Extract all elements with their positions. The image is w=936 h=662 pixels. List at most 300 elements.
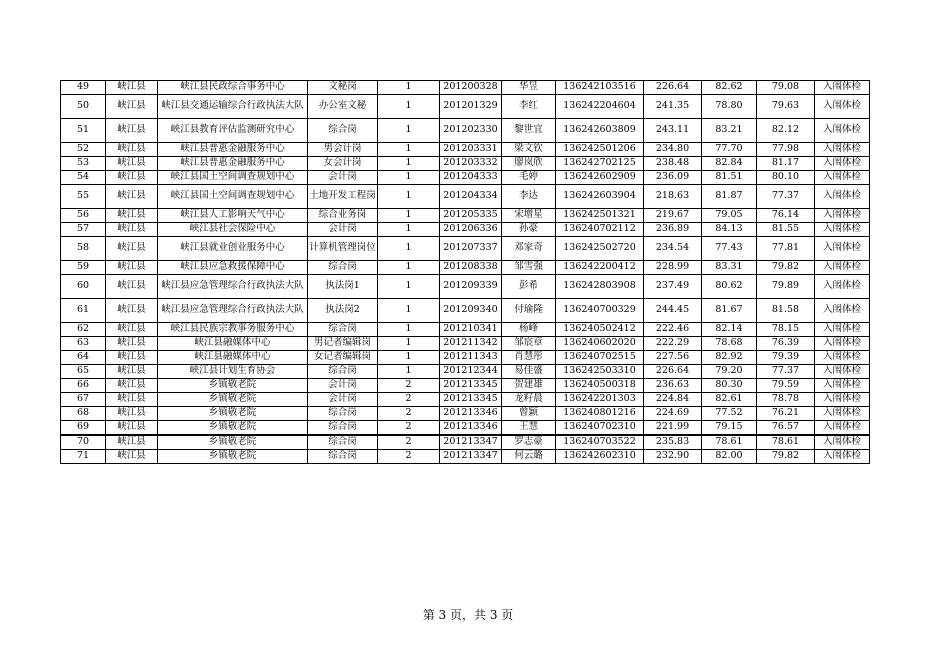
status-cell: 入闱体检	[815, 351, 870, 365]
hire-count-cell: 2	[378, 393, 440, 407]
total-score-cell: 80.10	[757, 171, 815, 185]
row-number-cell: 59	[61, 261, 106, 275]
interview-score-cell: 78.61	[702, 435, 757, 450]
written-score-cell: 243.11	[644, 119, 702, 143]
post-cell: 男记者编辑岗	[308, 337, 378, 351]
hire-count-cell: 1	[378, 95, 440, 119]
row-number-cell: 58	[61, 237, 106, 261]
county-cell: 峡江县	[106, 351, 158, 365]
interview-score-cell: 84.13	[702, 223, 757, 237]
row-number-cell: 52	[61, 143, 106, 157]
post-code-cell: 201201329	[440, 95, 502, 119]
candidate-name-cell: 毛婷	[502, 171, 556, 185]
county-cell: 峡江县	[106, 261, 158, 275]
county-cell: 峡江县	[106, 95, 158, 119]
written-score-cell: 236.89	[644, 223, 702, 237]
status-cell: 入闱体检	[815, 323, 870, 337]
post-cell: 综合岗	[308, 450, 378, 464]
county-cell: 峡江县	[106, 209, 158, 223]
ticket-number-cell: 136242503310	[556, 365, 644, 379]
post-cell: 综合业务岗	[308, 209, 378, 223]
unit-cell: 峡江县就业创业服务中心	[158, 237, 308, 261]
written-score-cell: 224.69	[644, 407, 702, 421]
candidate-name-cell: 罗志豪	[502, 435, 556, 450]
row-number-cell: 62	[61, 323, 106, 337]
results-table	[60, 80, 870, 464]
interview-score-cell: 80.30	[702, 379, 757, 393]
hire-count-cell: 1	[378, 261, 440, 275]
interview-score-cell: 78.80	[702, 95, 757, 119]
interview-score-cell: 81.87	[702, 185, 757, 209]
total-score-cell: 77.37	[757, 185, 815, 209]
hire-count-cell: 1	[378, 157, 440, 171]
table-row	[61, 337, 870, 351]
county-cell: 峡江县	[106, 337, 158, 351]
post-code-cell: 201213345	[440, 393, 502, 407]
written-score-cell: 234.80	[644, 143, 702, 157]
post-cell: 综合岗	[308, 365, 378, 379]
written-score-cell: 235.83	[644, 435, 702, 450]
unit-cell: 峡江县普惠金融服务中心	[158, 143, 308, 157]
hire-count-cell: 1	[378, 337, 440, 351]
post-cell: 会计岗	[308, 171, 378, 185]
table-row	[61, 209, 870, 223]
interview-score-cell: 79.15	[702, 421, 757, 436]
status-cell: 入闱体检	[815, 407, 870, 421]
row-number-cell: 54	[61, 171, 106, 185]
unit-cell: 峡江县应急管理综合行政执法大队	[158, 275, 308, 299]
total-score-cell: 81.58	[757, 299, 815, 323]
unit-cell: 峡江县社会保险中心	[158, 223, 308, 237]
post-code-cell: 201209340	[440, 299, 502, 323]
written-score-cell: 237.49	[644, 275, 702, 299]
unit-cell: 峡江县民族宗教事务服务中心	[158, 323, 308, 337]
hire-count-cell: 1	[378, 237, 440, 261]
status-cell: 入闱体检	[815, 185, 870, 209]
total-score-cell: 79.39	[757, 351, 815, 365]
post-code-cell: 201203332	[440, 157, 502, 171]
candidate-name-cell: 贺建雄	[502, 379, 556, 393]
interview-score-cell: 77.43	[702, 237, 757, 261]
candidate-name-cell: 彭希	[502, 275, 556, 299]
table-row	[61, 185, 870, 209]
table-row	[61, 421, 870, 436]
post-code-cell: 201211342	[440, 337, 502, 351]
hire-count-cell: 2	[378, 450, 440, 464]
unit-cell: 峡江县国土空间调查规划中心	[158, 185, 308, 209]
interview-score-cell: 79.20	[702, 365, 757, 379]
county-cell: 峡江县	[106, 275, 158, 299]
county-cell: 峡江县	[106, 379, 158, 393]
table-row	[61, 275, 870, 299]
post-code-cell: 201200328	[440, 81, 502, 95]
table-row	[61, 299, 870, 323]
post-code-cell: 201207337	[440, 237, 502, 261]
post-cell: 会计岗	[308, 379, 378, 393]
total-score-cell: 78.78	[757, 393, 815, 407]
row-number-cell: 64	[61, 351, 106, 365]
post-cell: 综合岗	[308, 421, 378, 436]
post-code-cell: 201210341	[440, 323, 502, 337]
status-cell: 入闱体检	[815, 421, 870, 436]
interview-score-cell: 78.68	[702, 337, 757, 351]
total-score-cell: 79.82	[757, 261, 815, 275]
post-code-cell: 201213347	[440, 450, 502, 464]
status-cell: 入闱体检	[815, 379, 870, 393]
table-row	[61, 393, 870, 407]
unit-cell: 峡江县融媒体中心	[158, 351, 308, 365]
candidate-name-cell: 曾颖	[502, 407, 556, 421]
county-cell: 峡江县	[106, 450, 158, 464]
row-number-cell: 57	[61, 223, 106, 237]
unit-cell: 峡江县教育评估监测研究中心	[158, 119, 308, 143]
interview-score-cell: 81.51	[702, 171, 757, 185]
unit-cell: 峡江县融媒体中心	[158, 337, 308, 351]
unit-cell: 峡江县国土空间调查规划中心	[158, 171, 308, 185]
row-number-cell: 56	[61, 209, 106, 223]
status-cell: 入闱体检	[815, 365, 870, 379]
hire-count-cell: 1	[378, 299, 440, 323]
post-cell: 执法岗1	[308, 275, 378, 299]
row-number-cell: 66	[61, 379, 106, 393]
status-cell: 入闱体检	[815, 435, 870, 450]
ticket-number-cell: 136240700329	[556, 299, 644, 323]
page-footer: 第 3 页，共 3 页	[422, 608, 514, 622]
status-cell: 入闱体检	[815, 393, 870, 407]
row-number-cell: 71	[61, 450, 106, 464]
table-row	[61, 171, 870, 185]
county-cell: 峡江县	[106, 435, 158, 450]
written-score-cell: 221.99	[644, 421, 702, 436]
candidate-name-cell: 宋增星	[502, 209, 556, 223]
results-sheet	[60, 80, 869, 464]
candidate-name-cell: 廖岚欣	[502, 157, 556, 171]
county-cell: 峡江县	[106, 81, 158, 95]
table-row	[61, 95, 870, 119]
written-score-cell: 222.46	[644, 323, 702, 337]
ticket-number-cell: 136240602020	[556, 337, 644, 351]
row-number-cell: 65	[61, 365, 106, 379]
ticket-number-cell: 136240502412	[556, 323, 644, 337]
table-row	[61, 223, 870, 237]
total-score-cell: 79.89	[757, 275, 815, 299]
hire-count-cell: 2	[378, 435, 440, 450]
interview-score-cell: 77.70	[702, 143, 757, 157]
status-cell: 入闱体检	[815, 275, 870, 299]
candidate-name-cell: 邹雪强	[502, 261, 556, 275]
post-code-cell: 201211343	[440, 351, 502, 365]
status-cell: 入闱体检	[815, 237, 870, 261]
total-score-cell: 77.81	[757, 237, 815, 261]
row-number-cell: 70	[61, 435, 106, 450]
post-cell: 文秘岗	[308, 81, 378, 95]
ticket-number-cell: 136242200412	[556, 261, 644, 275]
row-number-cell: 51	[61, 119, 106, 143]
hire-count-cell: 1	[378, 171, 440, 185]
post-cell: 会计岗	[308, 223, 378, 237]
candidate-name-cell: 龙籽晨	[502, 393, 556, 407]
hire-count-cell: 1	[378, 323, 440, 337]
interview-score-cell: 82.84	[702, 157, 757, 171]
table-row	[61, 379, 870, 393]
post-code-cell: 201205335	[440, 209, 502, 223]
row-number-cell: 67	[61, 393, 106, 407]
post-cell: 综合岗	[308, 261, 378, 275]
candidate-name-cell: 华昱	[502, 81, 556, 95]
post-code-cell: 201213345	[440, 379, 502, 393]
row-number-cell: 50	[61, 95, 106, 119]
status-cell: 入闱体检	[815, 95, 870, 119]
county-cell: 峡江县	[106, 223, 158, 237]
county-cell: 峡江县	[106, 323, 158, 337]
county-cell: 峡江县	[106, 171, 158, 185]
written-score-cell: 222.29	[644, 337, 702, 351]
post-code-cell: 201209339	[440, 275, 502, 299]
written-score-cell: 244.45	[644, 299, 702, 323]
total-score-cell: 76.21	[757, 407, 815, 421]
hire-count-cell: 2	[378, 421, 440, 436]
county-cell: 峡江县	[106, 185, 158, 209]
county-cell: 峡江县	[106, 407, 158, 421]
candidate-name-cell: 付瑜隆	[502, 299, 556, 323]
interview-score-cell: 80.62	[702, 275, 757, 299]
interview-score-cell: 81.67	[702, 299, 757, 323]
table-row	[61, 143, 870, 157]
table-row	[61, 365, 870, 379]
written-score-cell: 226.64	[644, 81, 702, 95]
ticket-number-cell: 136242603904	[556, 185, 644, 209]
interview-score-cell: 82.62	[702, 81, 757, 95]
ticket-number-cell: 136240703522	[556, 435, 644, 450]
post-code-cell: 201204334	[440, 185, 502, 209]
county-cell: 峡江县	[106, 393, 158, 407]
post-cell: 女会计岗	[308, 157, 378, 171]
row-number-cell: 53	[61, 157, 106, 171]
row-number-cell: 55	[61, 185, 106, 209]
hire-count-cell: 1	[378, 143, 440, 157]
unit-cell: 乡镇敬老院	[158, 435, 308, 450]
unit-cell: 乡镇敬老院	[158, 407, 308, 421]
unit-cell: 峡江县交通运输综合行政执法大队	[158, 95, 308, 119]
county-cell: 峡江县	[106, 143, 158, 157]
row-number-cell: 68	[61, 407, 106, 421]
table-body	[61, 81, 870, 464]
table-row	[61, 450, 870, 464]
interview-score-cell: 77.52	[702, 407, 757, 421]
written-score-cell: 226.64	[644, 365, 702, 379]
ticket-number-cell: 136242803908	[556, 275, 644, 299]
county-cell: 峡江县	[106, 365, 158, 379]
candidate-name-cell: 李达	[502, 185, 556, 209]
total-score-cell: 76.39	[757, 337, 815, 351]
hire-count-cell: 1	[378, 275, 440, 299]
candidate-name-cell: 杨峰	[502, 323, 556, 337]
total-score-cell: 77.98	[757, 143, 815, 157]
status-cell: 入闱体检	[815, 299, 870, 323]
candidate-name-cell: 邓家奇	[502, 237, 556, 261]
candidate-name-cell: 孙豪	[502, 223, 556, 237]
total-score-cell: 78.61	[757, 435, 815, 450]
hire-count-cell: 1	[378, 209, 440, 223]
candidate-name-cell: 肖慧彤	[502, 351, 556, 365]
unit-cell: 乡镇敬老院	[158, 379, 308, 393]
candidate-name-cell: 李红	[502, 95, 556, 119]
ticket-number-cell: 136242103516	[556, 81, 644, 95]
table-row	[61, 407, 870, 421]
ticket-number-cell: 136242602310	[556, 450, 644, 464]
written-score-cell: 227.56	[644, 351, 702, 365]
hire-count-cell: 2	[378, 379, 440, 393]
candidate-name-cell: 邹宸章	[502, 337, 556, 351]
post-code-cell: 201213346	[440, 407, 502, 421]
total-score-cell: 79.08	[757, 81, 815, 95]
post-code-cell: 201208338	[440, 261, 502, 275]
row-number-cell: 63	[61, 337, 106, 351]
unit-cell: 峡江县应急管理综合行政执法大队	[158, 299, 308, 323]
table-row	[61, 237, 870, 261]
unit-cell: 乡镇敬老院	[158, 450, 308, 464]
interview-score-cell: 79.05	[702, 209, 757, 223]
row-number-cell: 49	[61, 81, 106, 95]
interview-score-cell: 82.61	[702, 393, 757, 407]
hire-count-cell: 1	[378, 119, 440, 143]
county-cell: 峡江县	[106, 157, 158, 171]
ticket-number-cell: 136240801216	[556, 407, 644, 421]
post-cell: 办公室文秘	[308, 95, 378, 119]
candidate-name-cell: 梁文钦	[502, 143, 556, 157]
ticket-number-cell: 136240702310	[556, 421, 644, 436]
hire-count-cell: 1	[378, 351, 440, 365]
county-cell: 峡江县	[106, 237, 158, 261]
written-score-cell: 228.99	[644, 261, 702, 275]
table-row	[61, 261, 870, 275]
status-cell: 入闱体检	[815, 157, 870, 171]
interview-score-cell: 82.00	[702, 450, 757, 464]
post-code-cell: 201202330	[440, 119, 502, 143]
post-cell: 综合岗	[308, 407, 378, 421]
hire-count-cell: 1	[378, 81, 440, 95]
total-score-cell: 81.17	[757, 157, 815, 171]
post-code-cell: 201213346	[440, 421, 502, 436]
row-number-cell: 69	[61, 421, 106, 436]
total-score-cell: 76.14	[757, 209, 815, 223]
post-code-cell: 201204333	[440, 171, 502, 185]
written-score-cell: 218.63	[644, 185, 702, 209]
total-score-cell: 79.82	[757, 450, 815, 464]
written-score-cell: 224.84	[644, 393, 702, 407]
total-score-cell: 77.37	[757, 365, 815, 379]
post-code-cell: 201203331	[440, 143, 502, 157]
ticket-number-cell: 136240702112	[556, 223, 644, 237]
hire-count-cell: 1	[378, 223, 440, 237]
table-row	[61, 119, 870, 143]
post-cell: 土地开发工程岗	[308, 185, 378, 209]
written-score-cell: 238.48	[644, 157, 702, 171]
status-cell: 入闱体检	[815, 143, 870, 157]
total-score-cell: 76.57	[757, 421, 815, 436]
post-code-cell: 201213347	[440, 435, 502, 450]
post-cell: 女记者编辑岗	[308, 351, 378, 365]
status-cell: 入闱体检	[815, 450, 870, 464]
interview-score-cell: 83.31	[702, 261, 757, 275]
status-cell: 入闱体检	[815, 337, 870, 351]
unit-cell: 峡江县计划生育协会	[158, 365, 308, 379]
post-cell: 男会计岗	[308, 143, 378, 157]
table-row	[61, 81, 870, 95]
written-score-cell: 219.67	[644, 209, 702, 223]
unit-cell: 乡镇敬老院	[158, 421, 308, 436]
total-score-cell: 82.12	[757, 119, 815, 143]
total-score-cell: 79.63	[757, 95, 815, 119]
ticket-number-cell: 136242201303	[556, 393, 644, 407]
post-cell: 会计岗	[308, 393, 378, 407]
total-score-cell: 79.59	[757, 379, 815, 393]
hire-count-cell: 2	[378, 407, 440, 421]
interview-score-cell: 83.21	[702, 119, 757, 143]
ticket-number-cell: 136242702125	[556, 157, 644, 171]
unit-cell: 峡江县普惠金融服务中心	[158, 157, 308, 171]
written-score-cell: 241.35	[644, 95, 702, 119]
county-cell: 峡江县	[106, 421, 158, 436]
hire-count-cell: 1	[378, 365, 440, 379]
ticket-number-cell: 136242204604	[556, 95, 644, 119]
interview-score-cell: 82.92	[702, 351, 757, 365]
row-number-cell: 60	[61, 275, 106, 299]
status-cell: 入闱体检	[815, 81, 870, 95]
candidate-name-cell: 王慧	[502, 421, 556, 436]
status-cell: 入闱体检	[815, 119, 870, 143]
unit-cell: 峡江县应急救援保障中心	[158, 261, 308, 275]
row-number-cell: 61	[61, 299, 106, 323]
ticket-number-cell: 136242602909	[556, 171, 644, 185]
county-cell: 峡江县	[106, 299, 158, 323]
post-code-cell: 201212344	[440, 365, 502, 379]
county-cell: 峡江县	[106, 119, 158, 143]
table-row	[61, 157, 870, 171]
post-code-cell: 201206336	[440, 223, 502, 237]
ticket-number-cell: 136240500318	[556, 379, 644, 393]
interview-score-cell: 82.14	[702, 323, 757, 337]
post-cell: 综合岗	[308, 119, 378, 143]
status-cell: 入闱体检	[815, 261, 870, 275]
ticket-number-cell: 136242501321	[556, 209, 644, 223]
ticket-number-cell: 136242502720	[556, 237, 644, 261]
table-row	[61, 435, 870, 450]
post-cell: 综合岗	[308, 435, 378, 450]
candidate-name-cell: 何云璐	[502, 450, 556, 464]
unit-cell: 峡江县人工影响天气中心	[158, 209, 308, 223]
written-score-cell: 234.54	[644, 237, 702, 261]
written-score-cell: 236.09	[644, 171, 702, 185]
post-cell: 执法岗2	[308, 299, 378, 323]
table-row	[61, 351, 870, 365]
table-row	[61, 323, 870, 337]
post-cell: 计算机管理岗位	[308, 237, 378, 261]
ticket-number-cell: 136242603809	[556, 119, 644, 143]
unit-cell: 峡江县民政综合事务中心	[158, 81, 308, 95]
ticket-number-cell: 136240702515	[556, 351, 644, 365]
total-score-cell: 81.55	[757, 223, 815, 237]
post-cell: 综合岗	[308, 323, 378, 337]
unit-cell: 乡镇敬老院	[158, 393, 308, 407]
total-score-cell: 78.15	[757, 323, 815, 337]
written-score-cell: 236.63	[644, 379, 702, 393]
written-score-cell: 232.90	[644, 450, 702, 464]
ticket-number-cell: 136242501206	[556, 143, 644, 157]
candidate-name-cell: 易佳盛	[502, 365, 556, 379]
status-cell: 入闱体检	[815, 171, 870, 185]
candidate-name-cell: 黎世宜	[502, 119, 556, 143]
